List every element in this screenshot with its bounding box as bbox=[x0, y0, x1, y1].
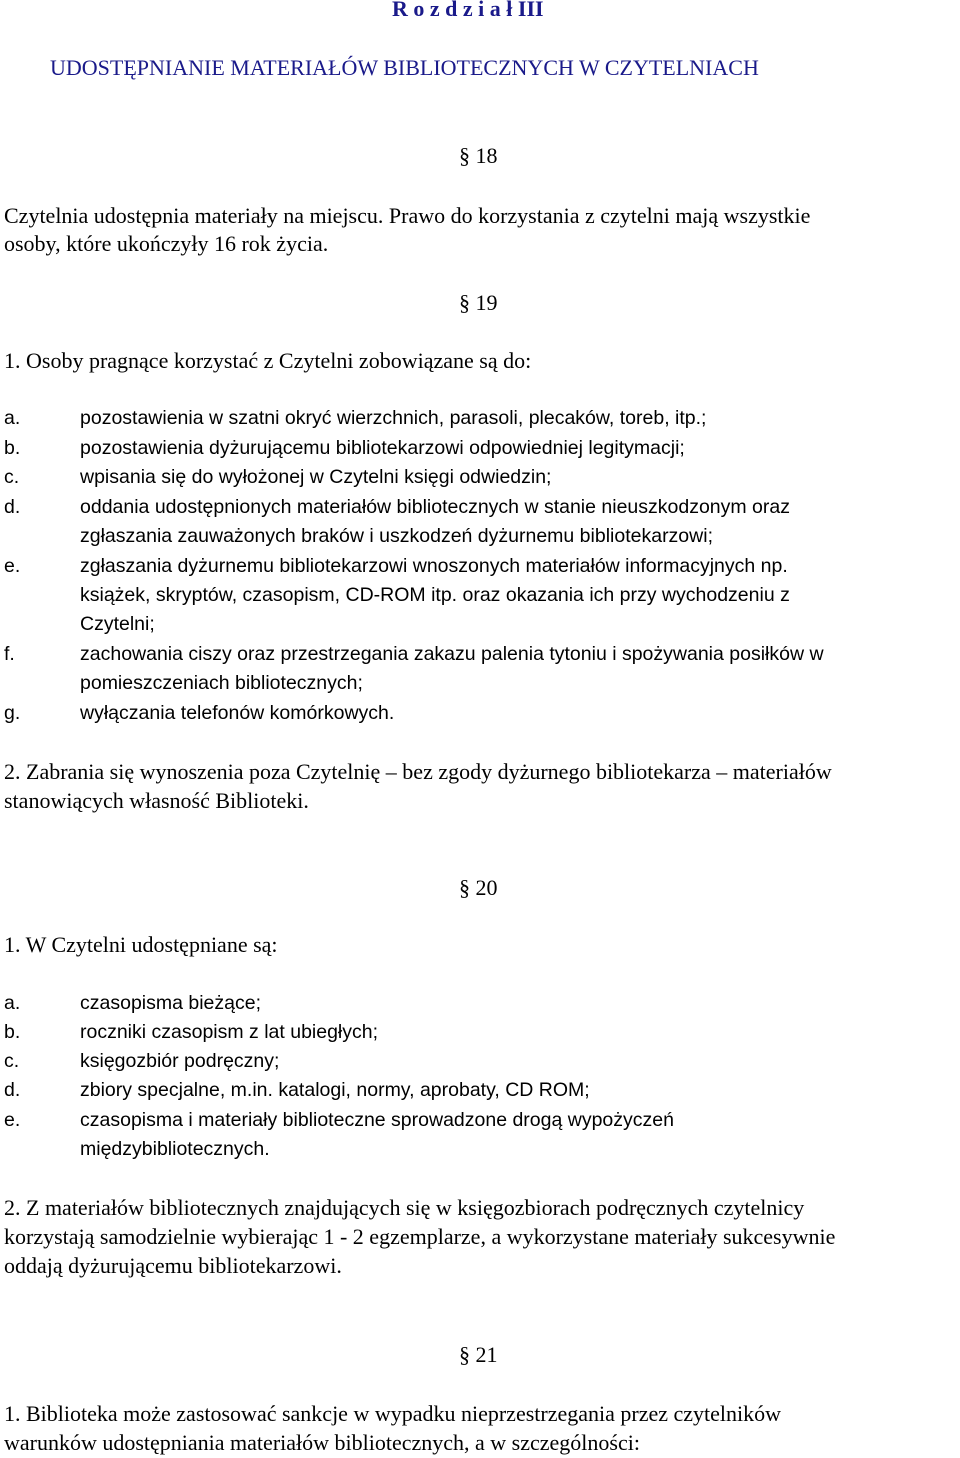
section-number-20: § 20 bbox=[459, 875, 498, 900]
s20-point-1: 1. W Czytelni udostępniane są: bbox=[4, 932, 278, 957]
list-marker: b. bbox=[4, 437, 21, 459]
list-item-text: księgozbiór podręczny; bbox=[80, 1050, 280, 1072]
list-item-text: zbiory specjalne, m.in. katalogi, normy, aprobaty, CD ROM; bbox=[80, 1079, 590, 1101]
list-marker: d. bbox=[4, 1079, 21, 1101]
list-marker: e. bbox=[4, 555, 21, 577]
s20-point-2-line-1: 2. Z materiałów bibliotecznych znajdujących się w księgozbiorach podręcznych czytelnicy bbox=[4, 1195, 805, 1220]
s20-point-2-line-2: korzystają samodzielnie wybierając 1 - 2 egzemplarze, a wykorzystane materiały sukcesywnie bbox=[4, 1224, 836, 1249]
section-number-21: § 21 bbox=[459, 1342, 498, 1367]
s19-point-2-line-1: 2. Zabrania się wynoszenia poza Czytelnię – bez zgody dyżurnego bibliotekarza – materiałów bbox=[4, 759, 832, 784]
list-marker: c. bbox=[4, 1050, 20, 1072]
list-item-text: zachowania ciszy oraz przestrzegania zakazu palenia tytoniu i spożywania posiłków w bbox=[80, 643, 824, 665]
list-marker: a. bbox=[4, 407, 21, 429]
list-item-text: wpisania się do wyłożonej w Czytelni księgi odwiedzin; bbox=[80, 466, 552, 488]
list-marker: g. bbox=[4, 702, 21, 724]
list-item-text: międzybibliotecznych. bbox=[80, 1138, 270, 1160]
list-item-text: pomieszczeniach bibliotecznych; bbox=[80, 672, 363, 694]
section-number-18: § 18 bbox=[459, 143, 498, 168]
s20-point-2-line-3: oddają dyżurującemu bibliotekarzowi. bbox=[4, 1253, 342, 1278]
chapter-title: R o z d z i a ł III bbox=[392, 0, 544, 21]
list-marker: b. bbox=[4, 1021, 21, 1043]
section-number-19: § 19 bbox=[459, 290, 498, 315]
list-item-text: czasopisma bieżące; bbox=[80, 992, 262, 1014]
list-item-text: Czytelni; bbox=[80, 613, 155, 635]
list-item-text: zgłaszania zauważonych braków i uszkodzeń dyżurnemu bibliotekarzowi; bbox=[80, 525, 713, 547]
chapter-heading: UDOSTĘPNIANIE MATERIAŁÓW BIBLIOTECZNYCH W CZYTELNIACH bbox=[50, 55, 759, 80]
list-marker: f. bbox=[4, 643, 15, 665]
list-marker: d. bbox=[4, 496, 21, 518]
list-item-text: oddania udostępnionych materiałów bibliotecznych w stanie nieuszkodzonym oraz bbox=[80, 496, 790, 518]
list-marker: e. bbox=[4, 1109, 21, 1131]
list-item-text: zgłaszania dyżurnemu bibliotekarzowi wnoszonych materiałów informacyjnych np. bbox=[80, 555, 788, 577]
s19-point-1: 1. Osoby pragnące korzystać z Czytelni zobowiązane są do: bbox=[4, 348, 532, 373]
list-item-text: wyłączania telefonów komórkowych. bbox=[80, 702, 395, 724]
list-marker: c. bbox=[4, 466, 20, 488]
list-item-text: pozostawienia w szatni okryć wierzchnich, parasoli, plecaków, toreb, itp.; bbox=[80, 407, 707, 429]
list-item-text: roczniki czasopism z lat ubiegłych; bbox=[80, 1021, 379, 1043]
list-marker: a. bbox=[4, 992, 21, 1014]
s21-point-1-line-1: 1. Biblioteka może zastosować sankcje w wypadku nieprzestrzegania przez czytelników bbox=[4, 1401, 782, 1426]
list-item-text: czasopisma i materiały biblioteczne sprowadzone drogą wypożyczeń bbox=[80, 1109, 674, 1131]
s21-point-1-line-2: warunków udostępniania materiałów bibliotecznych, a w szczególności: bbox=[4, 1430, 640, 1455]
list-item-text: pozostawienia dyżurującemu bibliotekarzowi odpowiedniej legitymacji; bbox=[80, 437, 685, 459]
list-item-text: książek, skryptów, czasopism, CD-ROM itp. oraz okazania ich przy wychodzeniu z bbox=[80, 584, 790, 606]
s18-line-2: osoby, które ukończyły 16 rok życia. bbox=[4, 231, 329, 256]
s19-point-2-line-2: stanowiących własność Biblioteki. bbox=[4, 788, 309, 813]
s18-line-1: Czytelnia udostępnia materiały na miejscu. Prawo do korzystania z czytelni mają wszystkie bbox=[4, 203, 811, 228]
